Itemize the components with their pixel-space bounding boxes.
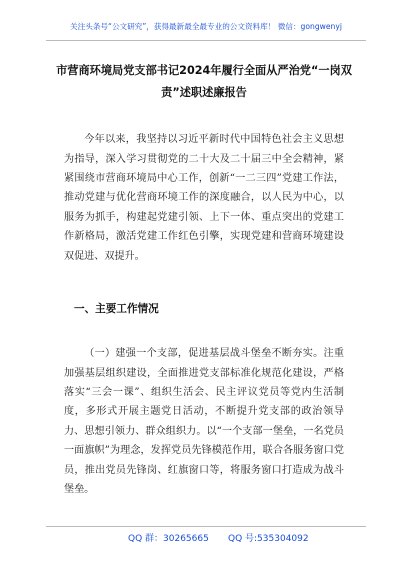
header-text: 关注头条号“公文研究”，获得最新最全最专业的公文资料库！ 微信：gongwenyj (70, 22, 342, 31)
document-title: 市营商环境局党支部书记2024年履行全面从严治党“一岗双责”述职述廉报告 (56, 64, 352, 99)
footer-qq-number: QQ 号:535304092 (228, 534, 309, 544)
footer-divider (46, 526, 366, 527)
page-footer (46, 531, 366, 547)
footer-qq-group: QQ 群：30265665 (128, 534, 209, 544)
page-header (46, 18, 366, 41)
intro-paragraph: 今年以来，我坚持以习近平新时代中国特色社会主义思想为指导，深入学习贯彻党的二十大及二十届三中全会精神，紧紧围绕市营商环境局中心工作，创新“一二三四”党建工作法，推动党建与优化营商环境工作的深度融合，以人民为中心，以服务为抓手，构建起党建引领、上下一体、重点突出的党建工作新格局，激活党建工作红色引擎，实现党建和营商环境建设双促进、双提升。 (64, 134, 344, 262)
section-heading: 一、主要工作情况 (74, 303, 159, 315)
section-paragraph: （一）建强一个支部，促进基层战斗堡垒不断夯实。注重加强基层组织建设，全面推进党支部标准化规范化建设，严格落实“三会一课”、组织生活会、民主评议党员等党内生活制度，多形式开展主题党日活动，不断提升党支部的政治领导力、思想引领力、群众组织力。以“一个支部一堡垒，一名党员一面旗帜”为理念，发挥党员先锋模范作用，联合各服务窗口党员，推出党员先锋岗、红旗窗口等，将服务窗口打造成为战斗堡垒。 (64, 348, 344, 495)
